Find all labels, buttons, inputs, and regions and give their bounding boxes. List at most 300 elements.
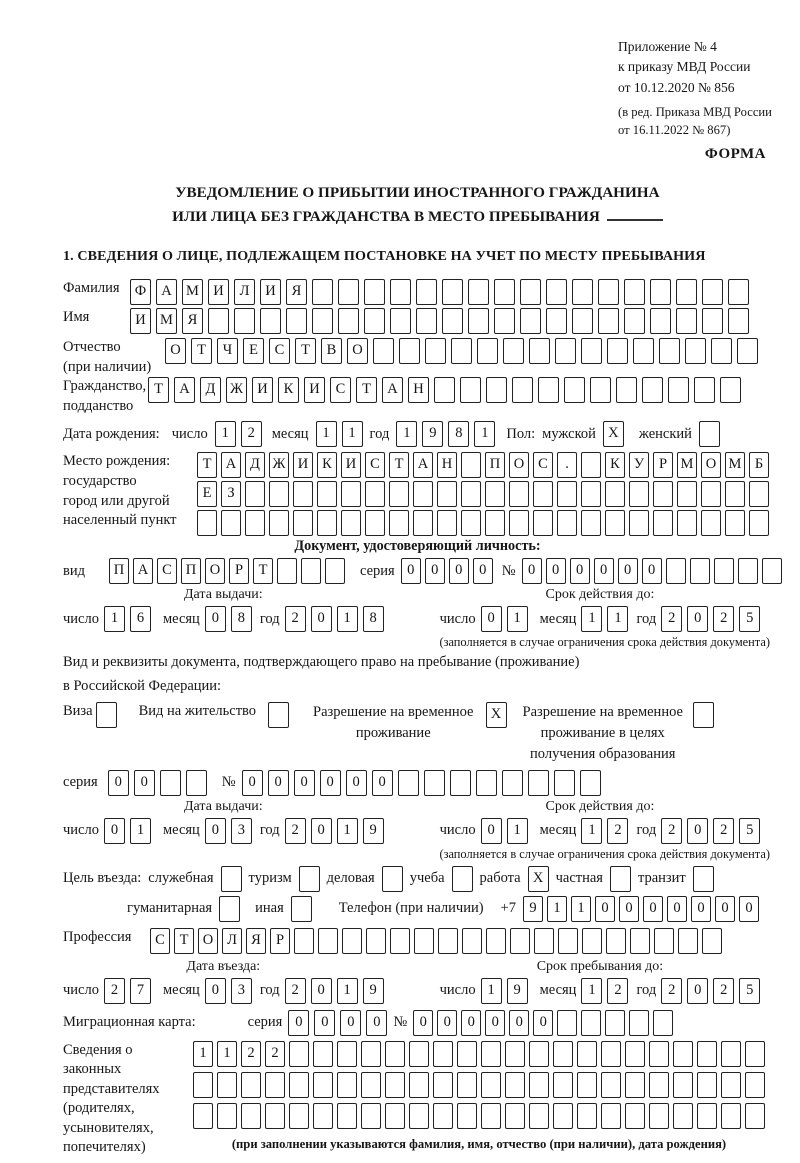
char-box[interactable]: 1 [130, 818, 151, 844]
char-box[interactable]: И [341, 452, 361, 478]
char-box[interactable] [291, 896, 312, 922]
char-box[interactable] [160, 770, 181, 796]
char-box[interactable]: 9 [422, 421, 443, 447]
char-box[interactable] [580, 770, 601, 796]
char-box[interactable] [577, 1041, 597, 1067]
char-box[interactable] [234, 308, 255, 334]
char-box[interactable] [694, 377, 715, 403]
char-box[interactable] [486, 928, 506, 954]
char-box[interactable]: . [557, 452, 577, 478]
doc-issue-day-boxes[interactable] [104, 606, 151, 632]
char-box[interactable] [649, 1103, 669, 1129]
char-box[interactable]: 0 [108, 770, 129, 796]
char-box[interactable] [702, 308, 723, 334]
char-box[interactable] [720, 377, 741, 403]
char-box[interactable] [265, 1072, 285, 1098]
char-box[interactable] [468, 279, 489, 305]
char-box[interactable]: 2 [713, 818, 734, 844]
char-box[interactable]: М [725, 452, 745, 478]
surname-boxes[interactable] [130, 279, 749, 305]
char-box[interactable]: А [174, 377, 195, 403]
char-box[interactable]: А [413, 452, 433, 478]
char-box[interactable] [676, 279, 697, 305]
char-box[interactable]: 1 [337, 978, 358, 1004]
char-box[interactable] [693, 702, 714, 728]
char-box[interactable]: 0 [268, 770, 289, 796]
char-box[interactable] [433, 1072, 453, 1098]
char-box[interactable] [601, 1072, 621, 1098]
char-box[interactable] [529, 1072, 549, 1098]
char-box[interactable] [245, 510, 265, 536]
char-box[interactable]: 8 [363, 606, 384, 632]
char-box[interactable] [528, 770, 549, 796]
char-box[interactable] [581, 452, 601, 478]
birthplace-row2-boxes[interactable] [197, 481, 769, 507]
char-box[interactable]: П [109, 558, 129, 584]
char-box[interactable] [476, 770, 497, 796]
char-box[interactable] [434, 377, 455, 403]
doc-issue-year-boxes[interactable] [285, 606, 384, 632]
char-box[interactable] [653, 1010, 673, 1036]
purpose-business-checkbox[interactable] [382, 866, 403, 892]
char-box[interactable]: Т [174, 928, 194, 954]
char-box[interactable] [533, 510, 553, 536]
char-box[interactable]: Л [234, 279, 255, 305]
char-box[interactable] [452, 866, 473, 892]
char-box[interactable]: С [330, 377, 351, 403]
char-box[interactable] [385, 1041, 405, 1067]
migration-number-boxes[interactable] [413, 1010, 673, 1036]
char-box[interactable] [650, 279, 671, 305]
char-box[interactable] [558, 928, 578, 954]
char-box[interactable] [676, 308, 697, 334]
char-box[interactable]: 1 [581, 606, 602, 632]
char-box[interactable] [509, 510, 529, 536]
char-box[interactable]: 0 [346, 770, 367, 796]
entry-day-boxes[interactable] [104, 978, 151, 1004]
patronymic-boxes[interactable] [165, 338, 758, 364]
char-box[interactable] [337, 1103, 357, 1129]
char-box[interactable]: 0 [687, 818, 708, 844]
char-box[interactable]: 1 [581, 978, 602, 1004]
char-box[interactable] [701, 510, 721, 536]
temp-residence-checkbox[interactable] [486, 702, 507, 728]
purpose-other-checkbox[interactable] [291, 896, 312, 922]
char-box[interactable]: Н [437, 452, 457, 478]
char-box[interactable]: Т [148, 377, 169, 403]
char-box[interactable] [461, 510, 481, 536]
char-box[interactable]: Д [200, 377, 221, 403]
char-box[interactable] [659, 338, 680, 364]
char-box[interactable] [485, 481, 505, 507]
char-box[interactable]: О [347, 338, 368, 364]
char-box[interactable] [538, 377, 559, 403]
char-box[interactable]: 0 [134, 770, 155, 796]
char-box[interactable] [221, 866, 242, 892]
char-box[interactable] [390, 928, 410, 954]
char-box[interactable]: 1 [193, 1041, 213, 1067]
char-box[interactable] [385, 1072, 405, 1098]
char-box[interactable] [277, 558, 297, 584]
char-box[interactable] [342, 928, 362, 954]
char-box[interactable]: П [485, 452, 505, 478]
char-box[interactable]: 5 [739, 818, 760, 844]
char-box[interactable] [364, 279, 385, 305]
doc-valid-day-boxes[interactable] [481, 606, 528, 632]
char-box[interactable]: Т [191, 338, 212, 364]
char-box[interactable] [678, 928, 698, 954]
char-box[interactable]: М [156, 308, 177, 334]
char-box[interactable]: И [293, 452, 313, 478]
char-box[interactable]: X [528, 866, 549, 892]
char-box[interactable]: Я [182, 308, 203, 334]
char-box[interactable]: 0 [715, 896, 735, 922]
char-box[interactable]: 1 [547, 896, 567, 922]
char-box[interactable]: 0 [205, 818, 226, 844]
char-box[interactable] [745, 1072, 765, 1098]
char-box[interactable]: Е [197, 481, 217, 507]
char-box[interactable]: 2 [713, 978, 734, 1004]
char-box[interactable]: Я [286, 279, 307, 305]
char-box[interactable] [520, 279, 541, 305]
char-box[interactable]: П [181, 558, 201, 584]
char-box[interactable] [553, 1103, 573, 1129]
purpose-official-checkbox[interactable] [221, 866, 242, 892]
char-box[interactable]: 1 [607, 606, 628, 632]
char-box[interactable] [546, 279, 567, 305]
char-box[interactable]: И [252, 377, 273, 403]
char-box[interactable]: С [157, 558, 177, 584]
char-box[interactable] [512, 377, 533, 403]
char-box[interactable] [702, 279, 723, 305]
char-box[interactable] [668, 377, 689, 403]
char-box[interactable] [413, 481, 433, 507]
char-box[interactable]: Т [295, 338, 316, 364]
char-box[interactable] [529, 1041, 549, 1067]
char-box[interactable] [702, 928, 722, 954]
char-box[interactable]: 0 [104, 818, 125, 844]
residence-issue-year-boxes[interactable] [285, 818, 384, 844]
char-box[interactable] [629, 481, 649, 507]
char-box[interactable] [268, 702, 289, 728]
char-box[interactable]: 9 [363, 818, 384, 844]
char-box[interactable] [557, 481, 577, 507]
char-box[interactable] [313, 1072, 333, 1098]
char-box[interactable]: 1 [581, 818, 602, 844]
char-box[interactable] [590, 377, 611, 403]
char-box[interactable]: К [278, 377, 299, 403]
char-box[interactable] [373, 338, 394, 364]
char-box[interactable] [338, 279, 359, 305]
char-box[interactable]: 0 [481, 818, 502, 844]
char-box[interactable] [217, 1072, 237, 1098]
char-box[interactable] [293, 510, 313, 536]
char-box[interactable] [673, 1103, 693, 1129]
char-box[interactable] [699, 421, 720, 447]
char-box[interactable] [616, 377, 637, 403]
char-box[interactable]: 0 [473, 558, 493, 584]
char-box[interactable]: З [221, 481, 241, 507]
char-box[interactable] [745, 1103, 765, 1129]
representatives-row2-boxes[interactable] [193, 1072, 765, 1098]
char-box[interactable] [685, 338, 706, 364]
char-box[interactable] [485, 510, 505, 536]
char-box[interactable] [361, 1072, 381, 1098]
char-box[interactable]: 0 [372, 770, 393, 796]
char-box[interactable]: 0 [366, 1010, 387, 1036]
char-box[interactable] [390, 308, 411, 334]
char-box[interactable] [749, 481, 769, 507]
char-box[interactable] [546, 308, 567, 334]
char-box[interactable] [416, 308, 437, 334]
char-box[interactable] [605, 510, 625, 536]
purpose-humanitarian-checkbox[interactable] [219, 896, 240, 922]
char-box[interactable] [581, 338, 602, 364]
char-box[interactable] [468, 308, 489, 334]
doc-number-boxes[interactable] [522, 558, 782, 584]
char-box[interactable]: 2 [713, 606, 734, 632]
char-box[interactable]: 2 [285, 818, 306, 844]
char-box[interactable]: 5 [739, 606, 760, 632]
stay-day-boxes[interactable] [481, 978, 528, 1004]
char-box[interactable] [629, 1010, 649, 1036]
purpose-tourism-checkbox[interactable] [299, 866, 320, 892]
sex-male-checkbox[interactable] [603, 421, 624, 447]
char-box[interactable]: 2 [607, 818, 628, 844]
char-box[interactable] [325, 558, 345, 584]
citizenship-boxes[interactable] [148, 377, 741, 403]
char-box[interactable] [693, 866, 714, 892]
char-box[interactable]: 1 [507, 606, 528, 632]
char-box[interactable]: 6 [130, 606, 151, 632]
char-box[interactable] [313, 1041, 333, 1067]
char-box[interactable]: Д [245, 452, 265, 478]
char-box[interactable]: 2 [285, 978, 306, 1004]
stay-month-boxes[interactable] [581, 978, 628, 1004]
char-box[interactable]: 0 [449, 558, 469, 584]
char-box[interactable] [301, 558, 321, 584]
char-box[interactable]: 0 [461, 1010, 481, 1036]
char-box[interactable] [653, 510, 673, 536]
char-box[interactable]: М [677, 452, 697, 478]
residence-valid-year-boxes[interactable] [661, 818, 760, 844]
edu-residence-checkbox[interactable] [693, 702, 714, 728]
char-box[interactable]: 1 [342, 421, 363, 447]
char-box[interactable]: 2 [265, 1041, 285, 1067]
char-box[interactable]: 0 [311, 818, 332, 844]
char-box[interactable]: 0 [320, 770, 341, 796]
char-box[interactable]: Я [246, 928, 266, 954]
char-box[interactable] [577, 1072, 597, 1098]
char-box[interactable] [728, 308, 749, 334]
char-box[interactable]: О [205, 558, 225, 584]
char-box[interactable] [437, 510, 457, 536]
char-box[interactable] [762, 558, 782, 584]
char-box[interactable] [457, 1041, 477, 1067]
char-box[interactable] [265, 1103, 285, 1129]
char-box[interactable]: 2 [285, 606, 306, 632]
char-box[interactable]: С [269, 338, 290, 364]
char-box[interactable] [649, 1072, 669, 1098]
char-box[interactable] [505, 1072, 525, 1098]
char-box[interactable]: А [133, 558, 153, 584]
char-box[interactable] [286, 308, 307, 334]
char-box[interactable] [312, 279, 333, 305]
char-box[interactable] [572, 279, 593, 305]
char-box[interactable] [697, 1103, 717, 1129]
char-box[interactable] [217, 1103, 237, 1129]
char-box[interactable]: 0 [311, 978, 332, 1004]
char-box[interactable] [677, 481, 697, 507]
char-box[interactable]: И [130, 308, 151, 334]
char-box[interactable]: 0 [642, 558, 662, 584]
char-box[interactable] [653, 481, 673, 507]
char-box[interactable]: 1 [217, 1041, 237, 1067]
char-box[interactable] [461, 452, 481, 478]
char-box[interactable] [529, 338, 550, 364]
char-box[interactable] [598, 279, 619, 305]
char-box[interactable]: Р [653, 452, 673, 478]
char-box[interactable] [701, 481, 721, 507]
char-box[interactable]: Т [389, 452, 409, 478]
char-box[interactable] [494, 279, 515, 305]
char-box[interactable] [338, 308, 359, 334]
char-box[interactable]: К [605, 452, 625, 478]
char-box[interactable] [414, 928, 434, 954]
char-box[interactable]: 0 [437, 1010, 457, 1036]
char-box[interactable]: X [486, 702, 507, 728]
char-box[interactable] [294, 928, 314, 954]
doc-valid-year-boxes[interactable] [661, 606, 760, 632]
char-box[interactable] [96, 702, 117, 728]
residence-series-boxes[interactable] [108, 770, 207, 796]
char-box[interactable] [564, 377, 585, 403]
char-box[interactable] [581, 481, 601, 507]
char-box[interactable] [598, 308, 619, 334]
char-box[interactable] [289, 1041, 309, 1067]
birthplace-row3-boxes[interactable] [197, 510, 769, 536]
char-box[interactable]: 3 [231, 978, 252, 1004]
representatives-row1-boxes[interactable] [193, 1041, 765, 1067]
char-box[interactable]: В [321, 338, 342, 364]
char-box[interactable] [481, 1103, 501, 1129]
char-box[interactable]: С [533, 452, 553, 478]
char-box[interactable] [728, 279, 749, 305]
char-box[interactable] [529, 1103, 549, 1129]
char-box[interactable] [534, 928, 554, 954]
char-box[interactable]: 0 [294, 770, 315, 796]
char-box[interactable] [553, 1072, 573, 1098]
char-box[interactable] [721, 1072, 741, 1098]
char-box[interactable] [581, 510, 601, 536]
char-box[interactable] [413, 510, 433, 536]
char-box[interactable] [650, 308, 671, 334]
char-box[interactable]: 0 [205, 978, 226, 1004]
char-box[interactable]: 1 [474, 421, 495, 447]
char-box[interactable]: X [603, 421, 624, 447]
char-box[interactable] [318, 928, 338, 954]
char-box[interactable]: 1 [316, 421, 337, 447]
char-box[interactable] [433, 1041, 453, 1067]
char-box[interactable] [737, 338, 758, 364]
char-box[interactable] [451, 338, 472, 364]
char-box[interactable] [509, 481, 529, 507]
doc-series-boxes[interactable] [401, 558, 493, 584]
char-box[interactable] [601, 1103, 621, 1129]
char-box[interactable] [625, 1072, 645, 1098]
char-box[interactable] [533, 481, 553, 507]
char-box[interactable]: 0 [570, 558, 590, 584]
char-box[interactable]: Л [222, 928, 242, 954]
char-box[interactable] [605, 1010, 625, 1036]
char-box[interactable] [186, 770, 207, 796]
purpose-study-checkbox[interactable] [452, 866, 473, 892]
char-box[interactable]: Ч [217, 338, 238, 364]
char-box[interactable] [557, 510, 577, 536]
residence-issue-day-boxes[interactable] [104, 818, 151, 844]
char-box[interactable] [624, 279, 645, 305]
char-box[interactable]: 0 [242, 770, 263, 796]
char-box[interactable]: 3 [231, 818, 252, 844]
char-box[interactable]: Р [229, 558, 249, 584]
char-box[interactable]: 2 [661, 818, 682, 844]
char-box[interactable] [738, 558, 758, 584]
char-box[interactable] [494, 308, 515, 334]
migration-series-boxes[interactable] [288, 1010, 387, 1036]
char-box[interactable] [607, 338, 628, 364]
char-box[interactable] [193, 1103, 213, 1129]
representatives-row3-boxes[interactable] [193, 1103, 765, 1129]
char-box[interactable] [382, 866, 403, 892]
char-box[interactable]: 1 [507, 818, 528, 844]
char-box[interactable]: 2 [661, 606, 682, 632]
char-box[interactable] [425, 338, 446, 364]
residence-valid-month-boxes[interactable] [581, 818, 628, 844]
char-box[interactable] [317, 481, 337, 507]
purpose-transit-checkbox[interactable] [693, 866, 714, 892]
char-box[interactable]: Т [356, 377, 377, 403]
char-box[interactable]: 9 [523, 896, 543, 922]
residence-permit-checkbox[interactable] [268, 702, 289, 728]
char-box[interactable]: У [629, 452, 649, 478]
char-box[interactable] [208, 308, 229, 334]
char-box[interactable]: М [182, 279, 203, 305]
birth-month-boxes[interactable] [316, 421, 363, 447]
char-box[interactable]: А [156, 279, 177, 305]
char-box[interactable] [481, 1041, 501, 1067]
char-box[interactable]: К [317, 452, 337, 478]
char-box[interactable] [364, 308, 385, 334]
char-box[interactable]: 0 [687, 978, 708, 1004]
char-box[interactable] [219, 896, 240, 922]
char-box[interactable] [481, 1072, 501, 1098]
char-box[interactable] [341, 510, 361, 536]
phone-boxes[interactable] [523, 896, 759, 922]
birthplace-row1-boxes[interactable] [197, 452, 769, 478]
char-box[interactable]: 2 [241, 1041, 261, 1067]
char-box[interactable] [416, 279, 437, 305]
char-box[interactable] [553, 1041, 573, 1067]
char-box[interactable]: О [198, 928, 218, 954]
char-box[interactable] [241, 1072, 261, 1098]
char-box[interactable] [245, 481, 265, 507]
char-box[interactable]: А [221, 452, 241, 478]
char-box[interactable]: 0 [425, 558, 445, 584]
char-box[interactable]: Б [749, 452, 769, 478]
char-box[interactable] [313, 1103, 333, 1129]
char-box[interactable] [502, 770, 523, 796]
char-box[interactable]: 8 [448, 421, 469, 447]
